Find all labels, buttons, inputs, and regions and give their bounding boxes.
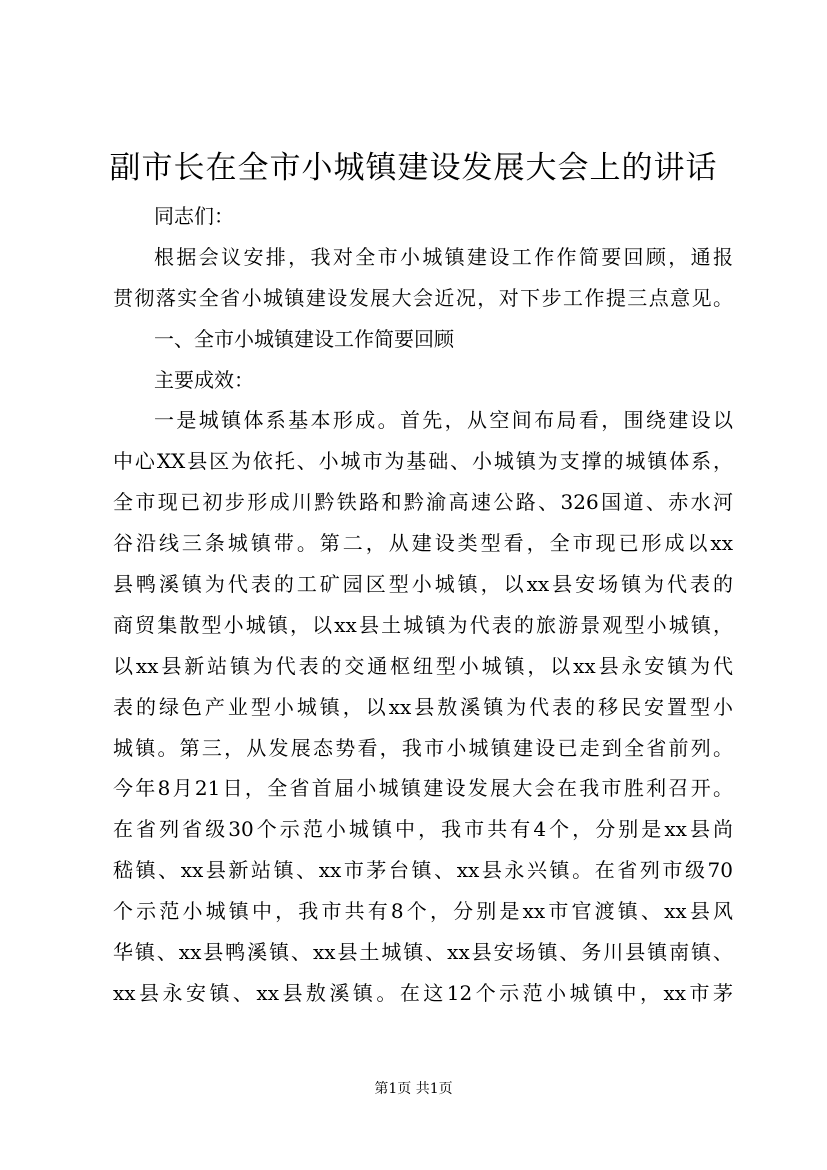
body-text-line: 一是城镇体系基本形成。首先，从空间布局看，围绕建设以: [154, 408, 733, 433]
body-text-line: 华镇、xx县鸭溪镇、xx县土城镇、xx县安场镇、务川县镇南镇、: [113, 940, 733, 965]
body-text-line: 表的绿色产业型小城镇，以xx县敖溪镇为代表的移民安置型小: [113, 694, 733, 719]
body-text-line: 一、全市小城镇建设工作简要回顾: [154, 326, 454, 351]
body-text-line: 贯彻落实全省小城镇建设发展大会近况，对下步工作提三点意见。: [113, 285, 733, 310]
body-text-line: xx县永安镇、xx县敖溪镇。在这12个示范小城镇中，xx市茅: [113, 980, 733, 1005]
document-body: [113, 196, 733, 1014]
body-text-line: 商贸集散型小城镇，以xx县土城镇为代表的旅游景观型小城镇，: [113, 612, 733, 637]
body-text-line: 嵇镇、xx县新站镇、xx市茅台镇、xx县永兴镇。在省列市级70: [113, 858, 733, 883]
body-text-line: 中心XX县区为依托、小城市为基础、小城镇为支撑的城镇体系，: [113, 449, 733, 474]
body-text-line: 以xx县新站镇为代表的交通枢纽型小城镇，以xx县永安镇为代: [113, 653, 733, 678]
body-text-line: 谷沿线三条城镇带。第二，从建设类型看，全市现已形成以xx: [113, 531, 733, 556]
body-text-line: 县鸭溪镇为代表的工矿园区型小城镇，以xx县安场镇为代表的: [113, 572, 733, 597]
body-text-line: 个示范小城镇中，我市共有8个，分别是xx市官渡镇、xx县风: [113, 899, 733, 924]
body-text-line: 今年8月21日，全省首届小城镇建设发展大会在我市胜利召开。: [113, 776, 733, 801]
body-text-line: 城镇。第三，从发展态势看，我市小城镇建设已走到全省前列。: [113, 735, 733, 760]
body-text-line: 根据会议安排，我对全市小城镇建设工作作简要回顾，通报: [154, 244, 733, 269]
body-text-line: 全市现已初步形成川黔铁路和黔渝高速公路、326国道、赤水河: [113, 490, 733, 515]
body-text-line: 同志们：: [154, 204, 234, 228]
body-text-line: 主要成效：: [154, 367, 254, 392]
document-title: 副市长在全市小城镇建设发展大会上的讲话: [109, 150, 718, 186]
page-footer: 第1页 共1页: [374, 1081, 453, 1097]
body-text-line: 在省列省级30个示范小城镇中，我市共有4个，分别是xx县尚: [113, 817, 733, 842]
